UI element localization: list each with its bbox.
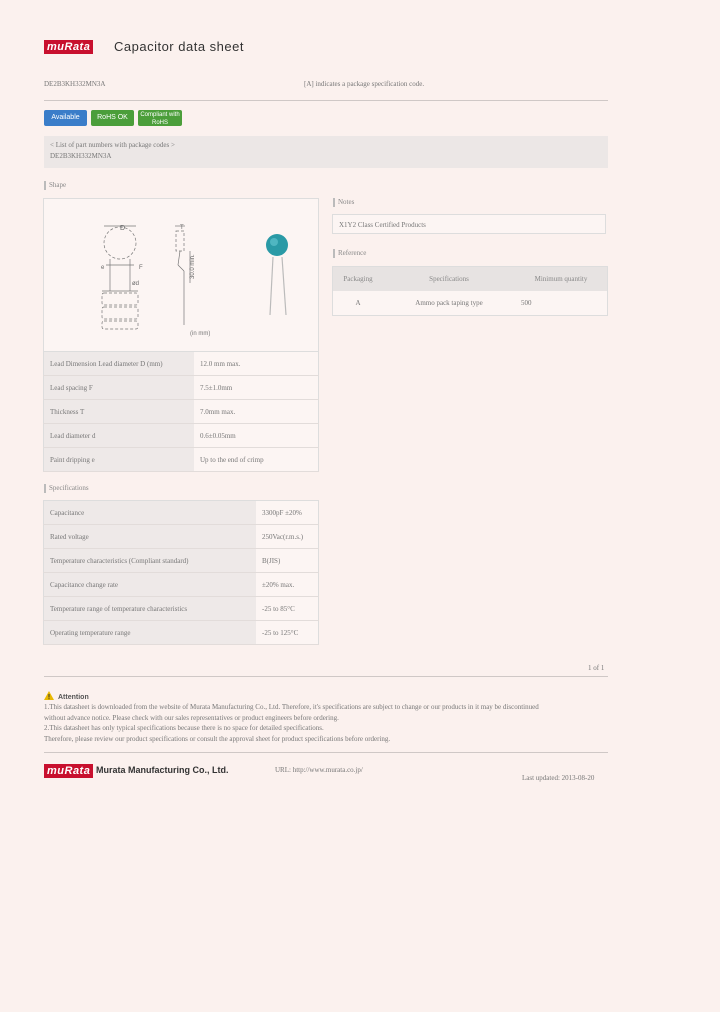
table-row [44, 424, 319, 448]
row-value: 12.0 mm max. [194, 352, 319, 376]
side-lead-bend [178, 251, 180, 265]
cell-packaging: A [333, 291, 384, 316]
murata-logo: muRata [44, 40, 93, 54]
row-label: Capacitance change rate [44, 573, 257, 597]
cell-spec: Ammo pack taping type [383, 291, 515, 316]
last-updated: Last updated: 2013-08-20 [522, 774, 595, 782]
part-list-item[interactable]: DE2B3KH332MN3A [50, 152, 112, 160]
table-row [44, 573, 319, 597]
specifications-table [43, 500, 319, 645]
shape-dimension-table [43, 351, 319, 472]
table-row [44, 448, 319, 472]
shape-section-title: Shape [44, 181, 66, 190]
footer-murata-logo: muRata [44, 764, 93, 778]
attention-line-4: Therefore, please review our product specifications or consult the approval sheet for product specifications before ordering. [44, 734, 391, 743]
available-badge: Available [44, 110, 87, 126]
row-value: 250Vac(r.m.s.) [256, 525, 319, 549]
tape-segment-1 [102, 293, 138, 305]
row-label: Lead spacing F [44, 376, 195, 400]
tape-segment-3 [102, 321, 138, 329]
table-row [44, 597, 319, 621]
reference-section-title: Reference [333, 249, 366, 258]
notes-box: X1Y2 Class Certified Products [332, 214, 606, 234]
row-value: 3300pF ±20% [256, 501, 319, 525]
reference-table [332, 266, 608, 316]
attention-line-3: 2.This datasheet has only typical specifications because there is no space for detailed specifications. [44, 724, 324, 732]
label-lead: ød [132, 281, 140, 287]
capacitor-photo-icon [266, 234, 288, 256]
unit-label: (in mm) [190, 331, 211, 337]
row-value: 7.5±1.0mm [194, 376, 319, 400]
table-row [44, 501, 319, 525]
row-label: Lead Dimension Lead diameter D (mm) [44, 352, 195, 376]
attention-title: Attention [58, 694, 89, 701]
row-label: Capacitance [44, 501, 257, 525]
label-e: e [101, 265, 105, 271]
page-number: 1 of 1 [588, 664, 605, 672]
table-row [44, 621, 319, 645]
col-packaging: Packaging [333, 267, 384, 292]
row-label: Paint dripping e [44, 448, 195, 472]
table-row [333, 291, 608, 316]
row-label: Temperature characteristics (Compliant standard) [44, 549, 257, 573]
footer-divider-bottom [44, 752, 608, 753]
company-name: Murata Manufacturing Co., Ltd. [96, 765, 229, 775]
row-label: Temperature range of temperature characteristics [44, 597, 257, 621]
warning-icon [44, 691, 54, 700]
table-row [44, 525, 319, 549]
packaging-note: [A] indicates a package specification code. [304, 80, 425, 88]
table-row [44, 549, 319, 573]
row-label: Rated voltage [44, 525, 257, 549]
row-value: 7.0mm max. [194, 400, 319, 424]
capacitor-highlight [270, 238, 278, 246]
label-f: F [139, 265, 143, 271]
label-t: T [180, 225, 184, 231]
part-list-heading: < List of part numbers with package codes > [50, 141, 175, 149]
table-row [44, 352, 319, 376]
label-d: D [120, 225, 126, 232]
part-number-header: DE2B3KH332MN3A [44, 80, 106, 88]
col-minimum-quantity: Minimum quantity [515, 267, 608, 292]
side-lead-kink [178, 265, 184, 271]
row-value: B(JIS) [256, 549, 319, 573]
row-label: Thickness T [44, 400, 195, 424]
row-label: Operating temperature range [44, 621, 257, 645]
table-row [44, 400, 319, 424]
row-value: ±20% max. [256, 573, 319, 597]
label-length: 30.0 min. [190, 254, 196, 279]
attention-line-1: 1.This datasheet is downloaded from the website of Murata Manufacturing Co., Ltd. Therefore, it's specifications are subject to change or our products in it may be discontinued [44, 703, 539, 711]
row-value: -25 to 85°C [256, 597, 319, 621]
notes-section-title: Notes [333, 198, 354, 207]
product-lead-left [270, 257, 273, 315]
cell-qty: 500 [515, 291, 608, 316]
table-row [44, 376, 319, 400]
rohs-compliant-badge: Compliant with RoHS [138, 110, 182, 126]
row-value: -25 to 125°C [256, 621, 319, 645]
header-divider [44, 100, 608, 101]
rohs-ok-badge: RoHS OK [91, 110, 134, 126]
row-label: Lead diameter d [44, 424, 195, 448]
row-value: Up to the end of crimp [194, 448, 319, 472]
capacitor-dimension-drawing [44, 199, 318, 351]
table-header-row [333, 267, 608, 292]
shape-drawing-box [43, 198, 319, 352]
side-view-body [176, 231, 184, 251]
specifications-section-title: Specifications [44, 484, 89, 493]
footer-divider-top [44, 676, 608, 677]
row-value: 0.6±0.05mm [194, 424, 319, 448]
tape-segment-2 [102, 307, 138, 319]
attention-line-2: without advance notice. Please check with our sales representatives or product engineers before ordering. [44, 713, 339, 722]
part-list-box [44, 136, 608, 168]
col-specifications: Specifications [383, 267, 515, 292]
company-url[interactable]: URL: http://www.murata.co.jp/ [275, 766, 363, 774]
attention-text [44, 702, 610, 744]
page-title: Capacitor data sheet [114, 39, 244, 54]
product-lead-right [282, 257, 286, 315]
